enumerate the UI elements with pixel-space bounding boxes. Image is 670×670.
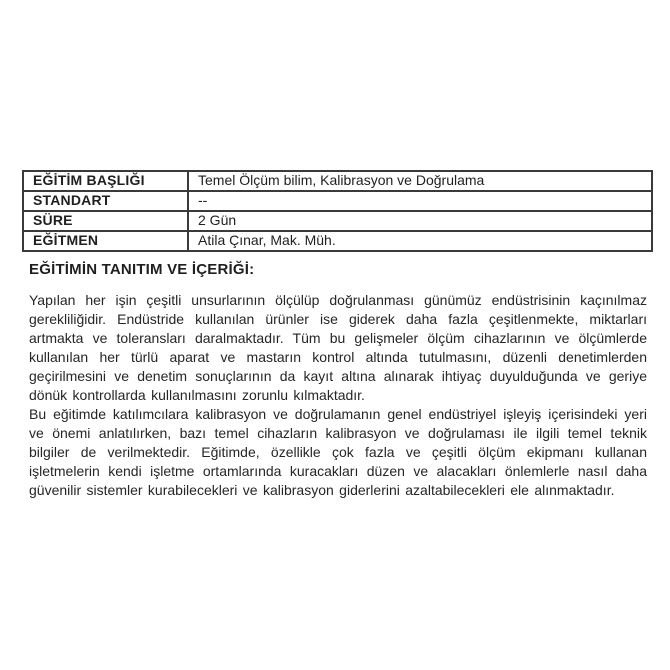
table-row (23, 211, 652, 231)
section-heading: EĞİTİMİN TANITIM VE İÇERİĞİ: (29, 261, 255, 278)
body-paragraph-1: Yapılan her işin çeşitli unsurlarının ölçülüp doğrulanması günümüz endüstrisinin kaçınılmaz gerekliliğidir. Endüstride kullanılan ürünler ise giderek daha fazla çeşitlenmekte, miktarları artmakta ve toleransları daralmaktadır. Tüm bu gelişmeler ölçüm cihazlarının ve ölçümlerde kullanılan her türlü aparat ve mastarın kontrol altında tutulmasını, düzenli denetimlerden geçirilmesini ve denetim sonuçlarının da kayıt altına alınarak ihtiyaç duyulduğunda ve geriye dönük kontrollarda kullanılmasını zorunlu kılmaktadır. (29, 292, 647, 403)
table-row (23, 231, 652, 251)
training-description-section (29, 261, 647, 500)
table-value-cell: -- (188, 191, 652, 211)
table-label-cell: SÜRE (23, 211, 188, 231)
table-label-cell: EĞİTMEN (23, 231, 188, 251)
table-label-cell: STANDART (23, 191, 188, 211)
table-row (23, 191, 652, 211)
table-value-cell: Atila Çınar, Mak. Müh. (188, 231, 652, 251)
table-row (23, 171, 652, 191)
table-value-cell: 2 Gün (188, 211, 652, 231)
training-info-table (22, 170, 653, 252)
table-label-cell: EĞİTİM BAŞLIĞI (23, 171, 188, 191)
table-value-cell: Temel Ölçüm bilim, Kalibrasyon ve Doğrulama (188, 171, 652, 191)
body-paragraph-2: Bu eğitimde katılımcılara kalibrasyon ve doğrulamanın genel endüstriyel işleyiş içerisindeki yeri ve önemi anlatılırken, bazı temel cihazların kalibrasyon ve doğrulaması ile ilgili temel teknik bilgiler de verilmektedir. Eğitimde, özellikle çok fazla ve çeşitli ölçüm ekipmanı kullanan işletmelerin kendi işletme ortamlarında kuracakları düzen ve alacakları önlemlerle nasıl daha güvenilir sistemler kurabilecekleri ve kalibrasyon giderlerini azaltabilecekleri ele alınmaktadır. (29, 406, 647, 498)
